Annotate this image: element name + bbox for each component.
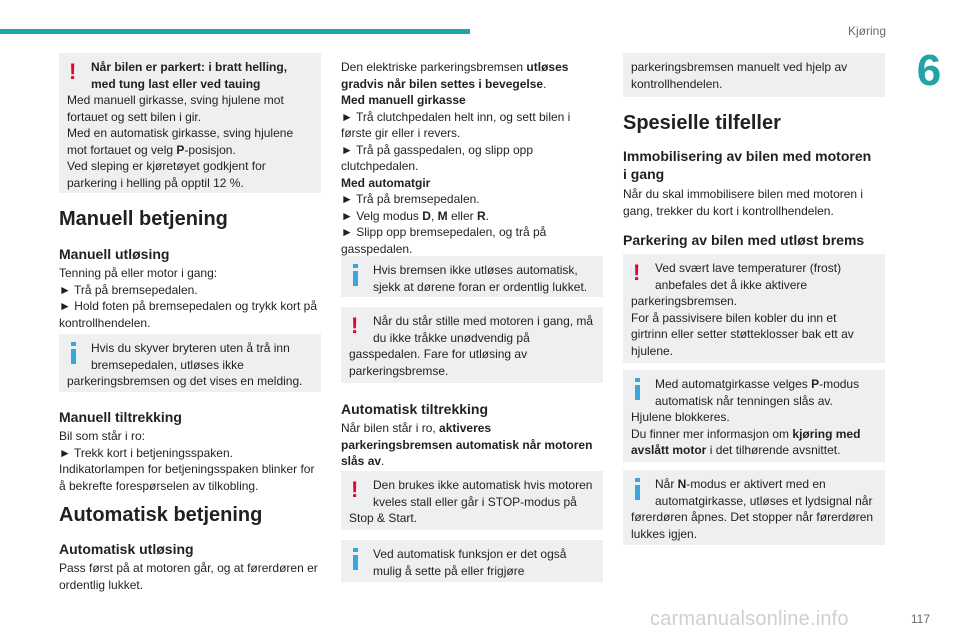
warning-box-stall: ! Den brukes ikke automatisk hvis motoren kveles stall eller går i STOP-modus på Stop & Start. <box>341 471 603 530</box>
heading-manual-tighten: Manuell tiltrekking <box>59 409 182 425</box>
warning-icon: ! <box>351 313 359 338</box>
info-icon <box>69 342 81 364</box>
warning-text: Ved sleping er kjøretøyet godkjent for <box>67 159 266 173</box>
info-icon <box>633 478 645 500</box>
watermark: carmanualsonline.info <box>650 608 849 630</box>
release-text: Tenning på eller motor i gang: ► Trå på bremsepedalen. ► Hold foten på bremsepedalen og trykk kort på kontrollhendelen. <box>59 266 318 330</box>
info-box-auto-function: Ved automatisk funksjon er det også mulig å sette på eller frigjøre <box>341 540 603 582</box>
auto-tighten-text: Når bilen står i ro, aktiveres parkeringsbremsen automatisk når motoren slås av. <box>341 421 593 468</box>
release-procedure-text: Den elektriske parkeringsbremsen utløses gradvis når bilen settes i bevegelse. Med manuell girkasse ► Trå clutchpedalen helt inn, og sett bilen i første gir eller i revers. ► Trå på gasspedalen, og slipp opp clutchpedalen. Med automatgir ► Trå på bremsepedalen. ► Velg modus D, M eller R. ► Slipp opp bremsepedalen, og trå på gasspedalen. <box>341 60 571 256</box>
heading-manual-release: Manuell utløsing <box>59 246 170 262</box>
warning-box-throttle: ! Når du står stille med motoren i gang, må du ikke tråkke unødvendig på gasspedalen. Fare for utløsing av parkeringsbremse. <box>341 307 603 383</box>
tighten-text: Bil som står i ro: ► Trekk kort i betjeningsspaken. Indikatorlampen for betjeningsspaken blinker for å bekrefte forespørselen av tilkobling. <box>59 429 315 493</box>
warning-box-parking <box>59 53 321 193</box>
info-box-doors: Hvis bremsen ikke utløses automatisk, sjekk at dørene foran er ordentlig lukket. <box>341 256 603 297</box>
info-icon <box>351 548 363 570</box>
warning-box-frost: ! Ved svært lave temperaturer (frost) anbefales det å ikke aktivere parkeringsbremsen. For å passivisere bilen kobler du inn et girtrinn eller setter støtteklosser bak ett av hjulene. <box>623 254 885 363</box>
warning-icon: ! <box>633 260 641 285</box>
immobilise-text: Når du skal immobilisere bilen med motoren i gang, trekker du kort i kontrollhendelen. <box>623 187 864 218</box>
page-number: 117 <box>910 612 930 626</box>
heading-special-cases: Spesielle tilfeller <box>623 112 781 134</box>
info-box-continued: parkeringsbremsen manuelt ved hjelp av kontrollhendelen. <box>623 53 885 97</box>
warning-title-2: med tung last eller ved tauing <box>91 76 261 91</box>
warning-text: Med en automatisk girkasse, sving hjulene <box>67 126 294 140</box>
info-icon <box>633 378 645 400</box>
info-box-p-mode: Med automatgirkasse velges P-modus automatisk når tenningen slås av. Hjulene blokkeres. Du finner mer informasjon om kjøring med avslått motor i det tilhørende avsnittet. <box>623 370 885 462</box>
heading-immobilise: Immobilisering av bilen med motoren i gang <box>623 148 872 182</box>
heading-auto-tighten: Automatisk tiltrekking <box>341 401 489 417</box>
heading-auto-release: Automatisk utløsing <box>59 541 194 557</box>
warning-text: parkering i helling på opptil 12 %. <box>67 175 244 190</box>
info-icon <box>351 264 363 286</box>
auto-release-text: Pass først på at motoren går, og at førerdøren er ordentlig lukket. <box>59 561 318 592</box>
info-box-release: Hvis du skyver bryteren uten å trå inn bremsepedalen, utløses ikke parkeringsbremsen og det vises en melding. <box>59 334 321 392</box>
heading-park-released: Parkering av bilen med utløst brems <box>623 232 865 248</box>
warning-icon: ! <box>69 59 77 84</box>
warning-title-1: Når bilen er parkert: i bratt helling, <box>91 60 288 74</box>
info-box-n-mode: Når N-modus er aktivert med en automatgirkasse, utløses et lydsignal når førerdøren åpnes. Det stopper når førerdøren lukkes igjen. <box>623 470 885 545</box>
heading-manual: Manuell betjening <box>59 208 228 230</box>
warning-icon: ! <box>351 477 359 502</box>
chapter-number: 6 <box>916 46 942 95</box>
section-title: Kjøring <box>847 24 886 38</box>
header-accent-bar <box>0 29 470 34</box>
heading-automatic: Automatisk betjening <box>59 504 263 526</box>
warning-text: fortauet og sett bilen i gir. <box>67 109 202 124</box>
warning-text: Med manuell girkasse, sving hjulene mot <box>67 93 284 107</box>
warning-text: mot fortauet og velg P-posisjon. <box>67 142 236 157</box>
